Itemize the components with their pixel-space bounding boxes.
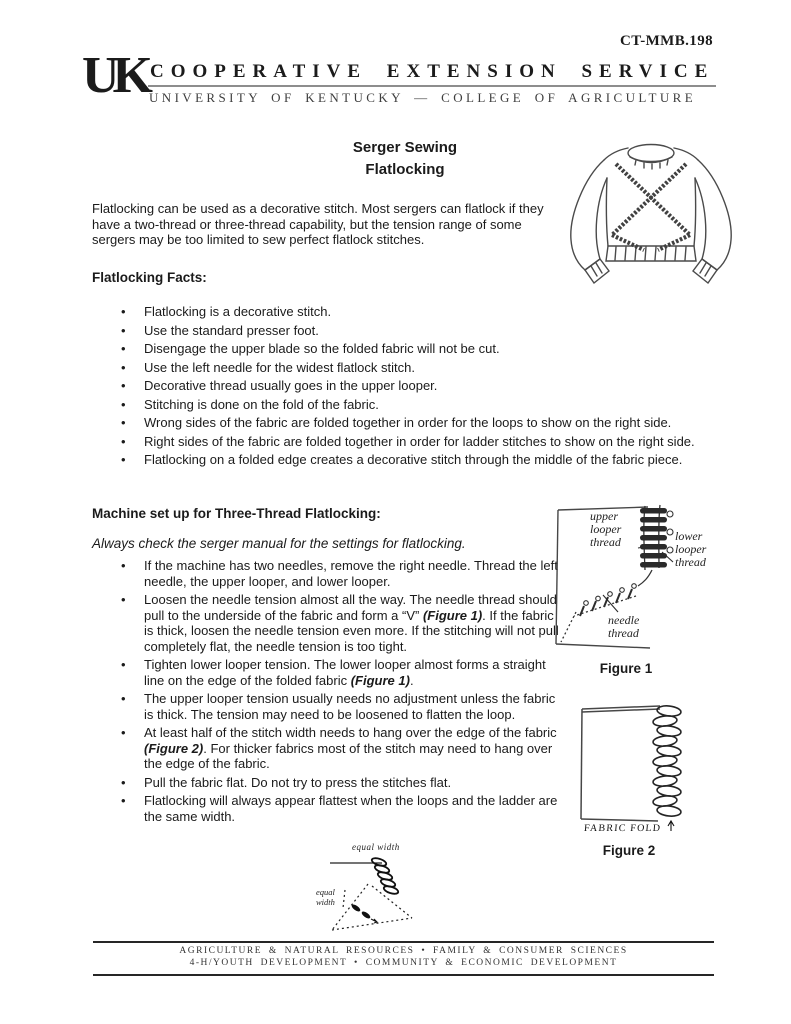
list-item [121, 657, 561, 688]
bullet-icon: • [121, 341, 126, 356]
publication-number: CT-MMB.198 [619, 33, 713, 49]
list-item-text: If the machine has two needles, remove the right needle. Thread the left needle, the upper looper, and lower looper. [144, 558, 558, 589]
list-item-text: Pull the fabric flat. Do not try to press the stitches flat. [144, 774, 452, 790]
bullet-icon: • [121, 592, 126, 607]
facts-list [121, 304, 727, 471]
figure-2-drawing-icon [572, 697, 744, 865]
bullet-icon: • [121, 415, 126, 430]
footer [93, 946, 714, 969]
list-item-text: Use the left needle for the widest flatlock stitch. [144, 359, 415, 375]
figure-2-caption: Figure 2 [602, 843, 656, 858]
footer-rule-top [93, 941, 714, 943]
setup-note: Always check the serger manual for the settings for flatlocking. [92, 536, 466, 551]
document-title-line1: Serger Sewing [352, 139, 458, 156]
list-item [121, 360, 727, 376]
header-divider [148, 85, 716, 87]
header-service-line: COOPERATIVE EXTENSION SERVICE [150, 61, 715, 82]
list-item-text: Flatlocking on a folded edge creates a decorative stitch through the middle of the fabric piece. [144, 452, 683, 467]
list-item-text: Disengage the upper blade so the folded fabric will not be cut. [144, 341, 500, 356]
list-item [121, 434, 727, 450]
footer-rule-bottom [93, 974, 714, 976]
list-item [121, 725, 561, 772]
bullet-icon: • [121, 774, 126, 790]
list-item [121, 304, 727, 320]
list-item-text: Flatlocking is a decorative stitch. [144, 304, 332, 319]
figure-1-label-needle-thread: needle thread [608, 613, 640, 640]
bullet-icon: • [121, 322, 126, 338]
list-item [121, 378, 727, 394]
uk-logo: UK [82, 47, 146, 104]
list-item-text: Decorative thread usually goes in the upper looper. [144, 378, 438, 393]
bullet-icon: • [121, 378, 126, 393]
list-item-text: Flatlocking will always appear flattest when the loops and the ladder are the same width. [144, 793, 558, 824]
list-item-text: Loosen the needle tension almost all the way. The needle thread should pull to the underside of the fabric and form a “V” (Figure 1). If the fabric is thick, loosen the needle tension even more. If the stitching will not pull completely flat, the needle tension is too tight. [144, 592, 559, 654]
list-item [121, 397, 727, 413]
list-item-text: Use the standard presser foot. [144, 322, 319, 338]
figure-2-label-fabric-fold: FABRIC FOLD [583, 823, 662, 834]
bullet-icon: • [121, 396, 126, 412]
document-title-line2: Flatlocking [365, 161, 445, 178]
footer-line2: 4-H/YOUTH DEVELOPMENT • COMMUNITY & ECONOMIC DEVELOPMENT [189, 957, 618, 968]
bullet-icon: • [121, 793, 126, 808]
list-item-text: The upper looper tension usually needs no adjustment unless the fabric is thick. The tension may need to be loosened to flatten the loop. [144, 691, 556, 722]
setup-list [121, 558, 561, 827]
list-item [121, 452, 727, 468]
list-item [121, 691, 561, 722]
setup-heading: Machine set up for Three-Thread Flatlocking: [92, 506, 381, 521]
list-item [121, 592, 561, 654]
figure-2 [572, 697, 744, 865]
list-item [121, 793, 561, 824]
bullet-icon: • [121, 452, 126, 467]
bullet-icon: • [121, 359, 126, 375]
figure-1-label-lower-looper-thread: lower looper thread [675, 529, 707, 569]
list-item [121, 341, 727, 357]
list-item [121, 415, 727, 431]
list-item [121, 558, 561, 589]
list-item-text: Tighten lower looper tension. The lower looper almost forms a straight line on the edge of the folded fabric (Figure 1). [144, 657, 546, 688]
bullet-icon: • [121, 691, 126, 706]
list-item-text: Stitching is done on the fold of the fabric. [144, 396, 379, 412]
list-item-text: Wrong sides of the fabric are folded together in order for the loops to show on the right side. [144, 415, 672, 430]
list-item-text: Right sides of the fabric are folded together in order for ladder stitches to show on the right side. [144, 433, 695, 449]
bullet-icon: • [121, 725, 126, 740]
figure-1-label-upper-looper-thread: upper looper thread [590, 509, 622, 549]
figure-1-caption: Figure 1 [599, 661, 653, 676]
bullet-icon: • [121, 558, 126, 573]
list-item-text: At least half of the stitch width needs to hang over the edge of the fabric (Figure 2). For thicker fabrics most of the stitch may need to hang over the edge of the fabric. [144, 725, 557, 771]
intro-paragraph: Flatlocking can be used as a decorative stitch. Most sergers can flatlock if they have a two-thread or three-thread capability, but the tension range of some sergers may be too limited to sew perfect flatlock stitches. [92, 201, 544, 247]
equal-width-label-top: equal width [352, 842, 400, 852]
header-university-line: UNIVERSITY OF KENTUCKY — COLLEGE OF AGRICULTURE [149, 90, 697, 105]
list-item [121, 775, 561, 791]
sweater-illustration [556, 140, 746, 292]
figure-1 [548, 502, 726, 684]
sweater-drawing-icon [556, 140, 746, 292]
bullet-icon: • [121, 304, 126, 319]
facts-heading: Flatlocking Facts: [92, 270, 207, 285]
bullet-icon: • [121, 433, 126, 449]
equal-width-label-left: equal width [316, 887, 335, 907]
list-item [121, 323, 727, 339]
bullet-icon: • [121, 657, 126, 672]
equal-width-diagram [316, 842, 458, 942]
footer-line1: AGRICULTURE & NATURAL RESOURCES • FAMILY & CONSUMER SCIENCES [179, 946, 628, 956]
